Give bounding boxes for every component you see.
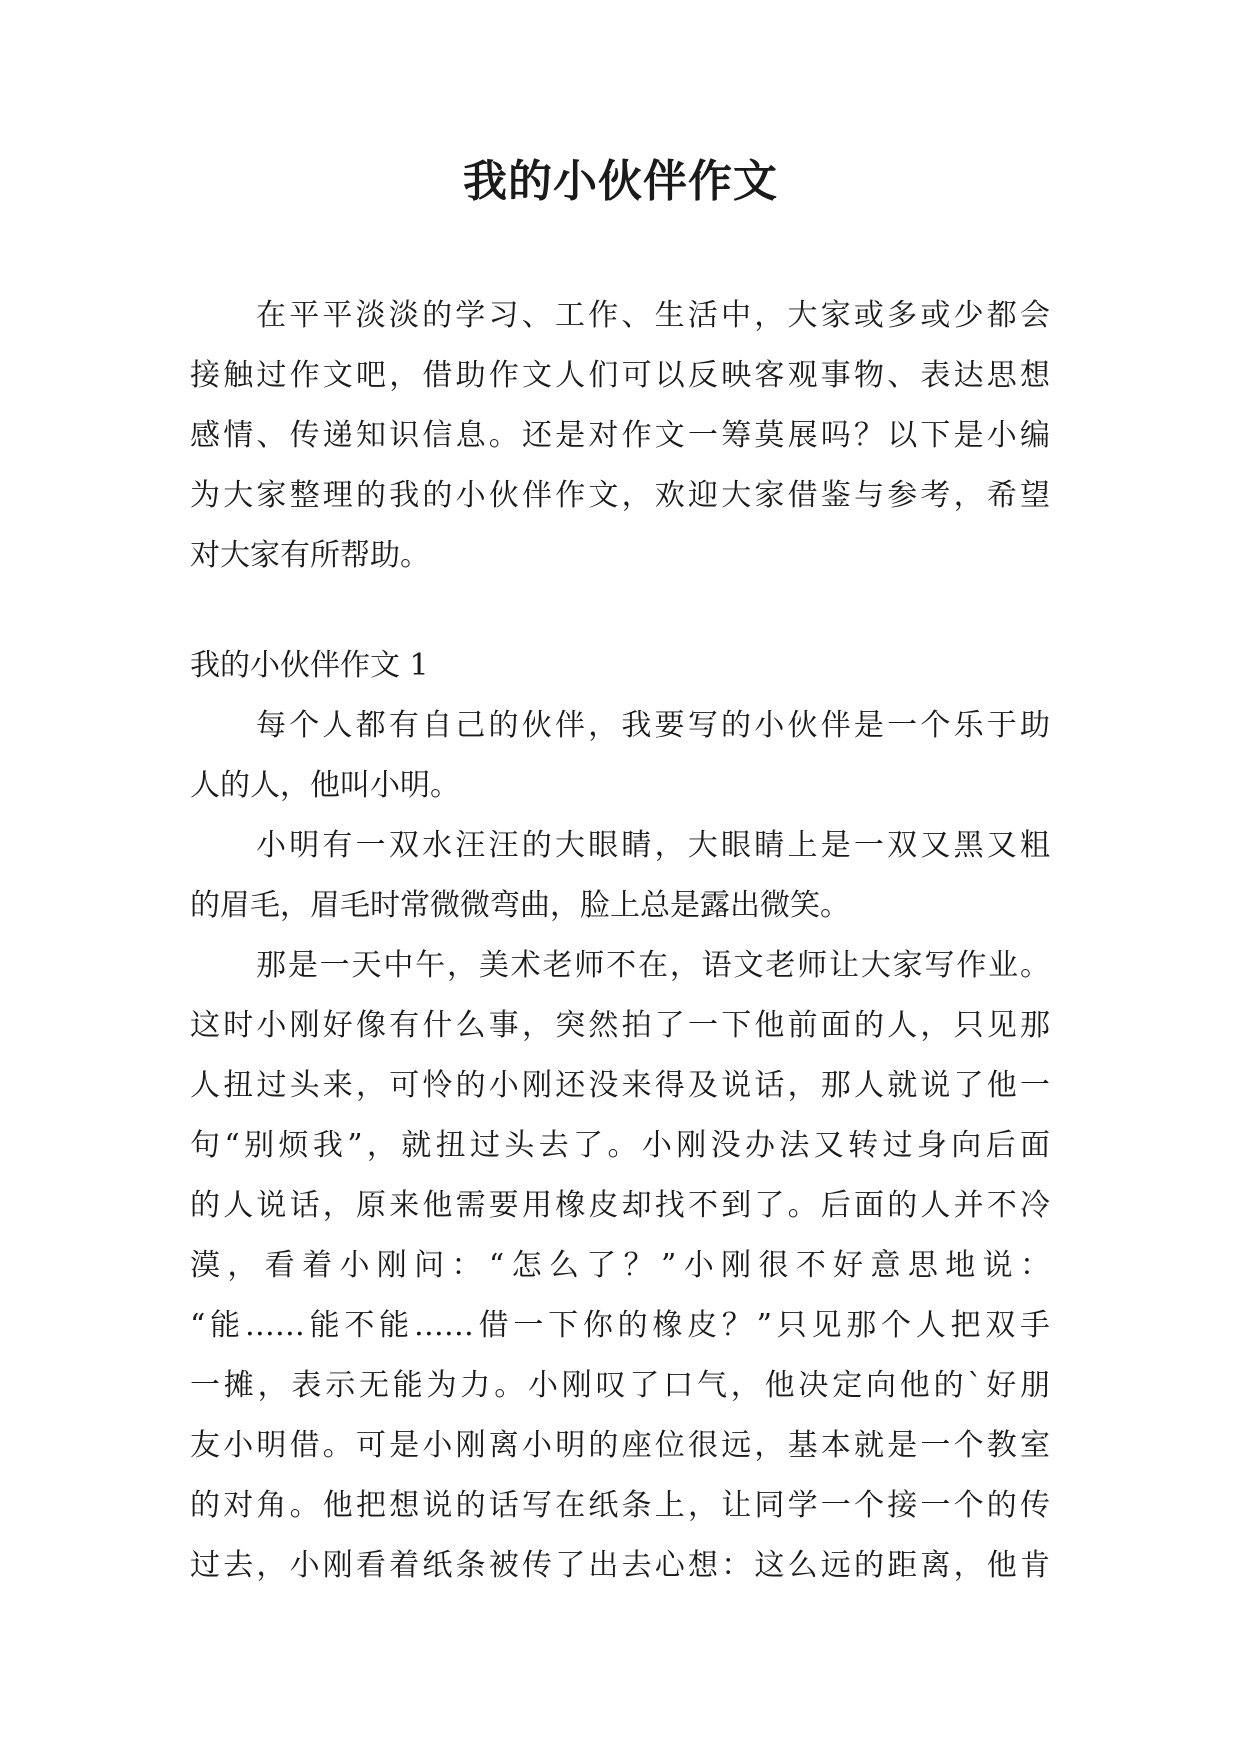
body-line: 友小明借。可是小刚离小明的座位很远，基本就是一个教室	[190, 1428, 1050, 1463]
body-line: 的对角。他把想说的话写在纸条上，让同学一个接一个的传	[190, 1488, 1050, 1523]
section-heading: 我的小伙伴作文 1	[190, 648, 429, 683]
body-line: 句“别烦我”，就扭过头去了。小刚没办法又转过身向后面	[190, 1128, 1050, 1163]
page-title: 我的小伙伴作文	[463, 156, 778, 207]
body-line: 的人说话，原来他需要用橡皮却找不到了。后面的人并不冷	[190, 1188, 1050, 1223]
body-line: 这时小刚好像有什么事，突然拍了一下他前面的人，只见那	[190, 1008, 1050, 1043]
intro-paragraph	[190, 286, 1050, 586]
body-line: 一摊，表示无能为力。小刚叹了口气，他决定向他的`好朋	[190, 1368, 1050, 1403]
intro-line: 对大家有所帮助。	[190, 538, 430, 573]
intro-line: 感情、传递知识信息。还是对作文一筹莫展吗？以下是小编	[190, 418, 1050, 453]
intro-line: 为大家整理的我的小伙伴作文，欢迎大家借鉴与参考，希望	[190, 478, 1050, 513]
body-line: “能……能不能……借一下你的橡皮？”只见那个人把双手	[190, 1308, 1050, 1343]
body-line: 人的人，他叫小明。	[190, 768, 460, 803]
body-line: 的眉毛，眉毛时常微微弯曲，脸上总是露出微笑。	[190, 888, 850, 923]
body-line: 小明有一双水汪汪的大眼睛，大眼睛上是一双又黑又粗	[256, 828, 1050, 863]
intro-line: 在平平淡淡的学习、工作、生活中，大家或多或少都会	[256, 298, 1050, 333]
body-line: 过去，小刚看着纸条被传了出去心想：这么远的距离，他肯	[190, 1548, 1050, 1583]
body-line: 人扭过头来，可怜的小刚还没来得及说话，那人就说了他一	[190, 1068, 1050, 1103]
essay-section	[190, 636, 1050, 1596]
intro-line: 接触过作文吧，借助作文人们可以反映客观事物、表达思想	[190, 358, 1050, 393]
body-line: 每个人都有自己的伙伴，我要写的小伙伴是一个乐于助	[256, 708, 1050, 743]
body-line: 那是一天中午，美术老师不在，语文老师让大家写作业。	[256, 948, 1050, 983]
body-line: 漠，看着小刚问：“怎么了？”小刚很不好意思地说：	[190, 1248, 1050, 1283]
